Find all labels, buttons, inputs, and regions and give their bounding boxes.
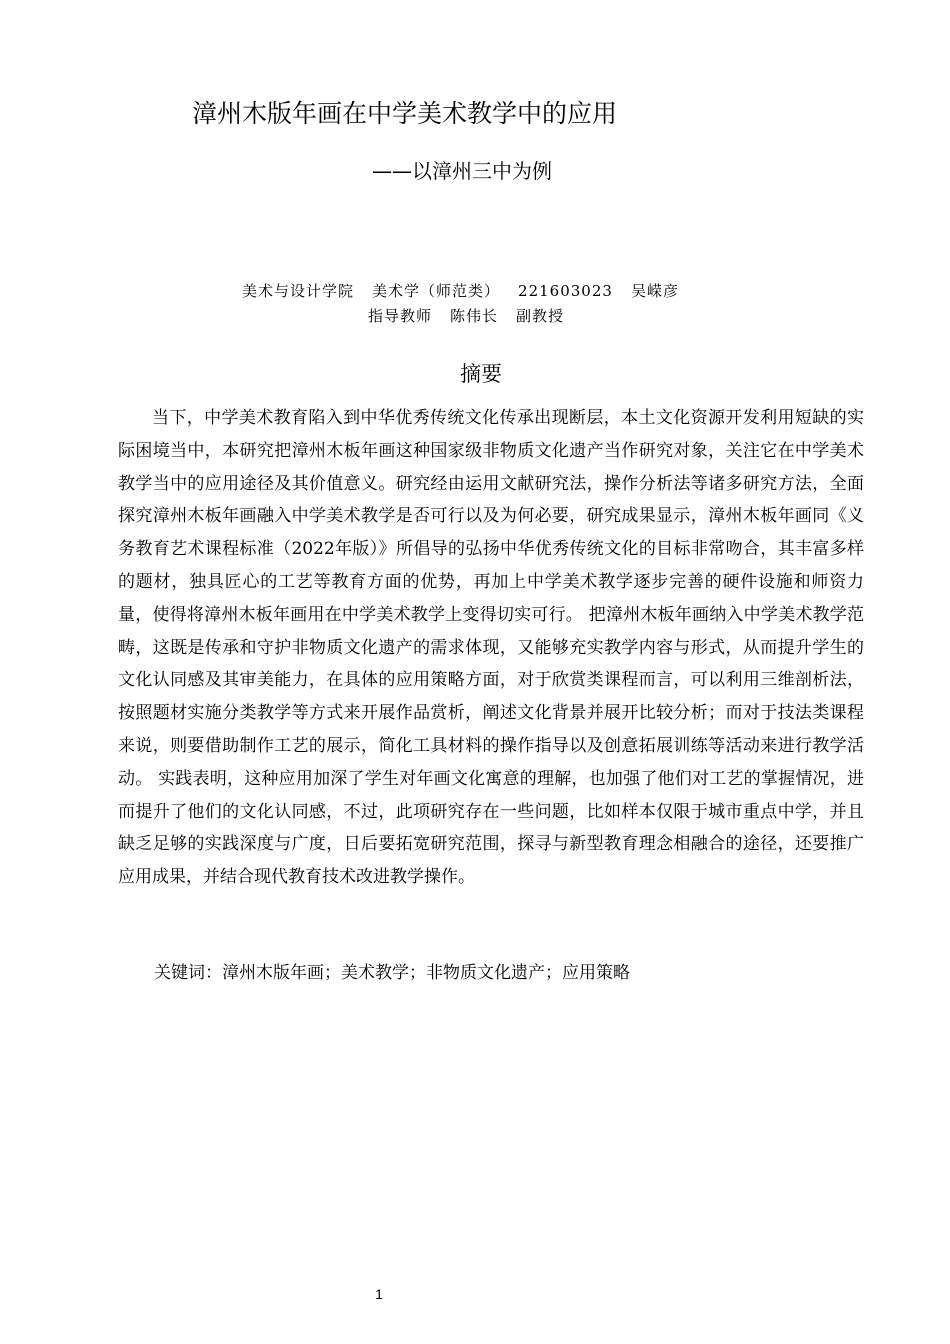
- paper-title: 漳州木版年画在中学美术教学中的应用: [192, 99, 618, 128]
- author-school: 美术与设计学院: [242, 282, 355, 300]
- author-name: 吴嵘彦: [630, 282, 679, 300]
- abstract-body: 当下，中学美术教育陷入到中华优秀传统文化传承出现断层，本土文化资源开发利用短缺的实际困境当中，本研究把漳州木板年画这种国家级非物质文化遗产当作研究对象，关注它在中学美术教学当中的应用途径及其价值意义。研究经由运用文献研究法，操作分析法等诸多研究方法，全面探究漳州木板年画融入中学美术教学是否可行以及为何必要，研究成果显示，漳州木板年画同《义务教育艺术课程标准（2022年版）》所倡导的弘扬中华优秀传统文化的目标非常吻合，其丰富多样的题材，独具匠心的工艺等教育方面的优势，再加上中学美术教学逐步完善的硬件设施和师资力量，使得将漳州木板年画用在中学美术教学上变得切实可行。 把漳州木板年画纳入中学美术教学范畴，这既是传承和守护非物质文化遗产的需求体现，又能够充实教学内容与形式，从而提升学生的文化认同感及其审美能力，在具体的应用策略方面，对于欣赏类课程而言，可以利用三维剖析法，按照题材实施分类教学等方式来开展作品赏析，阐述文化背景并展开比较分析；而对于技法类课程来说，则要借助制作工艺的展示，简化工具材料的操作指导以及创意拓展训练等活动来进行教学活动。 实践表明，这种应用加深了学生对年画文化寓意的理解，也加强了他们对工艺的掌握情况，进而提升了他们的文化认同感，不过，此项研究存在一些问题，比如样本仅限于城市重点中学，并且缺乏足够的实践深度与广度，日后要拓宽研究范围，探寻与新型教育理念相融合的途径，还要推广应用成果，并结合现代教育技术改进教学操作。: [118, 408, 864, 888]
- paper-subtitle: ——以漳州三中为例: [372, 159, 552, 183]
- advisor-title: 副教授: [516, 307, 565, 325]
- advisor-role: 指导教师: [368, 307, 433, 325]
- advisor-info-line: [368, 305, 564, 327]
- author-info-line: [242, 280, 679, 302]
- page-number: 1: [375, 1286, 383, 1302]
- keywords-line: 关键词：漳州木版年画；美术教学；非物质文化遗产；应用策略: [154, 963, 630, 983]
- advisor-name: 陈伟长: [450, 307, 499, 325]
- author-student-id: 221603023: [518, 282, 613, 300]
- abstract-heading: 摘要: [460, 362, 502, 386]
- author-major: 美术学（师范类）: [372, 282, 501, 300]
